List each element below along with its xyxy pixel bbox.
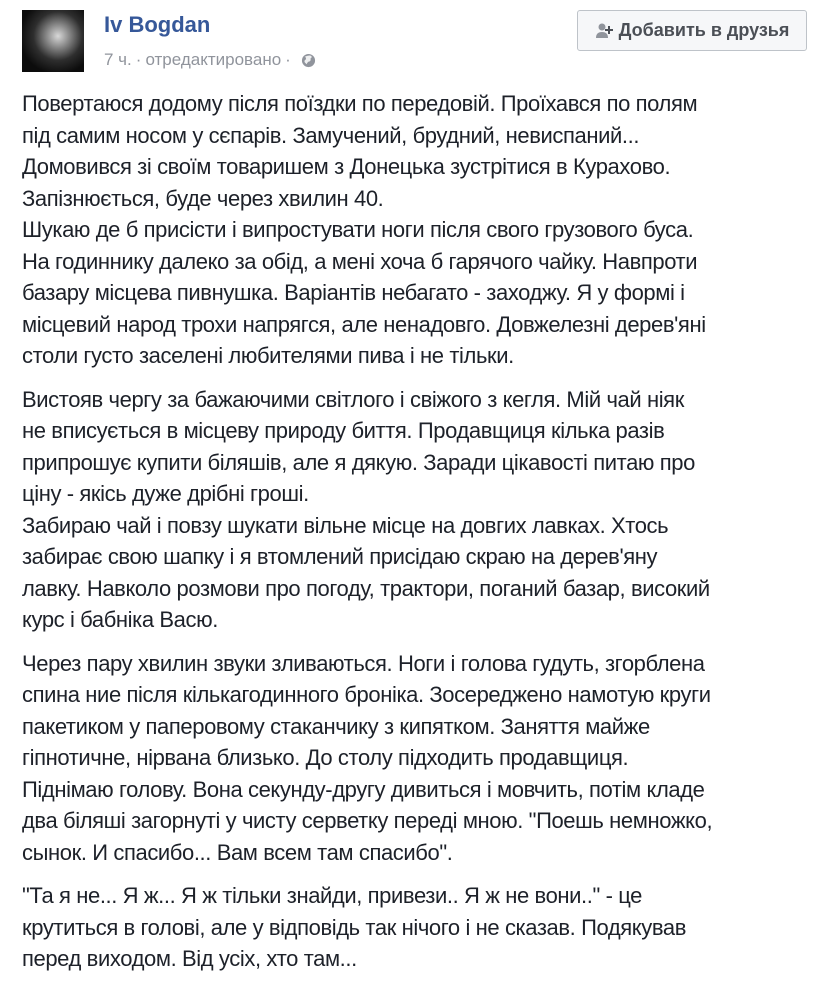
- add-friend-button[interactable]: [577, 10, 807, 51]
- avatar[interactable]: [22, 10, 84, 72]
- globe-icon[interactable]: [301, 53, 316, 68]
- post-paragraph: Через пару хвилин звуки зливаються. Ноги і голова гудуть, згорблена спина ние після кількагодинного броніка. Зосереджено намотую круги пакетиком у паперовому стаканчику з кипятком. Заняття майже гіпнотичне, нірвана близько. До столу підходить продавщиця. Піднімаю голову. Вона секунду-другу дивиться і мовчить, потім кладе два біляші загорнуті у чисту серветку переді мною. "Поешь немножко, сынок. И спасибо... Вам всем там спасибо".: [22, 650, 713, 865]
- edited-label[interactable]: отредактировано: [145, 50, 282, 69]
- meta-separator: ·: [135, 50, 142, 69]
- post-header: [0, 0, 816, 90]
- post-body: [22, 88, 812, 987]
- meta-separator: ·: [285, 50, 291, 69]
- author-name[interactable]: Iv Bogdan: [104, 12, 211, 37]
- add-user-icon: [595, 22, 613, 40]
- post-meta: [104, 50, 316, 70]
- post-paragraph: Повертаюся додому після поїздки по передовій. Проїхався по полям під самим носом у сєпарів. Замучений, брудний, невиспаний... Домовився зі своїм товаришем з Донецька зустрітися в Курахово. Запізнюється, буде через хвилин 40. Шукаю де б присісти і випростувати ноги після свого грузового буса. На годиннику далеко за обід, а мені хоча б гарячого чайку. Навпроти базару місцева пивнушка. Варіантів небагато - заходжу. Я у формі і місцевий народ трохи напрягся, але ненадовго. Довжелезні дерев'яні столи густо заселені любителями пива і не тільки.: [22, 91, 706, 368]
- add-friend-label: Добавить в друзья: [618, 20, 790, 40]
- post-paragraph: "Та я не... Я ж... Я ж тільки знайди, привези.. Я ж не вони.." - це крутиться в голові, але у відповідь так нічого і не сказав. Подякував перед виходом. Від усіх, хто там...: [22, 883, 687, 971]
- post-paragraph: Вистояв чергу за бажаючими світлого і свіжого з кегля. Мій чай ніяк не вписується в місцеву природу биття. Продавщиця кілька разів припрошує купити біляшів, але я дякую. Заради цікавості питаю про ціну - якісь дуже дрібні гроші. Забираю чай і повзу шукати вільне місце на довгих лавках. Хтось забирає свою шапку і я втомлений присідаю скраю на дерев'яну лавку. Навколо розмови про погоду, трактори, поганий базар, високий курс і бабніка Васю.: [22, 386, 710, 632]
- post-time[interactable]: 7 ч.: [104, 50, 132, 69]
